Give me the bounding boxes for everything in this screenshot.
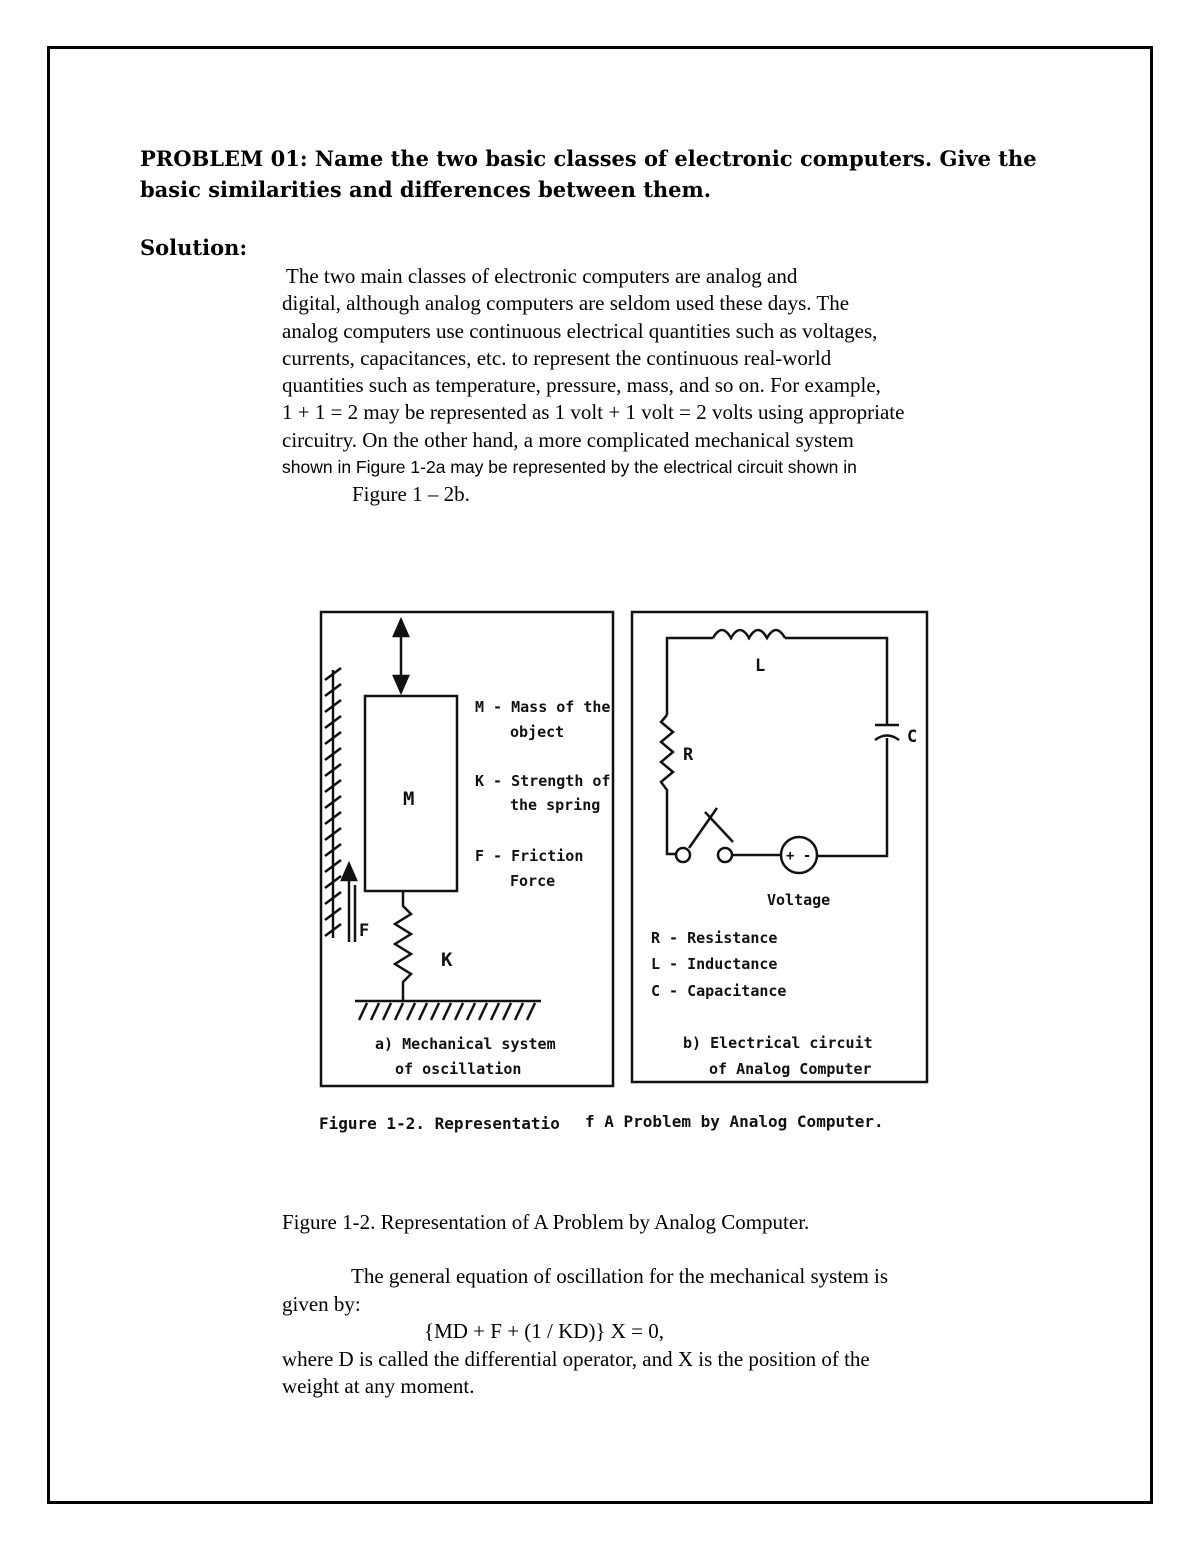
solution-label: Solution: [140,235,248,260]
mech-caption-2: of oscillation [395,1060,522,1078]
switch-terminal-right [718,848,732,862]
mech-caption-1: a) Mechanical system [375,1035,556,1053]
scanned-caption-left: Figure 1-2. Representatio [319,1114,560,1133]
solution-paragraph [282,263,1002,509]
voltage-source-signs: + - [786,848,812,864]
mass-label: M [403,788,415,810]
switch-blade [689,808,717,848]
wall-hatching [325,668,341,938]
oscillation-equation: {MD + F + (1 / KD)} X = 0, [424,1319,665,1343]
circuit-legend-r: R - Resistance [651,929,778,947]
explanation-paragraph [282,1263,1002,1401]
solution-line: digital, although analog computers are seldom used these days. The [282,291,850,316]
mech-legend-m-1: M - Mass of the [475,698,611,716]
spring-label: K [441,949,453,971]
figure-1-2-scan [285,550,955,1150]
mech-legend-k-2: the spring [510,796,601,814]
resistor-symbol [661,715,675,854]
solution-line: currents, capacitances, etc. to represent the continuous real-world [282,345,832,370]
explanation-line: weight at any moment. [282,1374,475,1398]
mech-legend-f-2: Force [510,872,556,890]
solution-line: circuitry. On the other hand, a more complicated mechanical system [282,427,854,452]
voltage-label: Voltage [767,891,831,909]
explanation-line: given by: [282,1291,361,1316]
ground-hatching [355,1001,541,1020]
circuit-legend-l: L - Inductance [651,955,778,973]
solution-line: Figure 1 – 2b. [352,482,470,507]
switch-terminal-left [676,848,690,862]
explanation-line: where D is called the differential operator, and X is the position of the [282,1346,870,1371]
problem-title-line-1: PROBLEM 01: Name the two basic classes of electronic computers. Give the [140,146,1037,171]
solution-line: quantities such as temperature, pressure, mass, and so on. For example, [282,373,881,398]
solution-line: The two main classes of electronic computers are analog and [286,264,798,288]
inductor-label: L [755,656,766,676]
figure-caption: Figure 1-2. Representation of A Problem by Analog Computer. [282,1210,810,1234]
inductor-symbol [713,630,785,638]
explanation-line: The general equation of oscillation for the mechanical system is [351,1264,889,1288]
solution-line: analog computers use continuous electrical quantities such as voltages, [282,318,878,343]
mech-legend [375,698,610,1078]
mech-legend-m-2: object [510,723,565,741]
circuit-caption-1: b) Electrical circuit [683,1034,873,1052]
circuit-panel-frame [632,612,927,1082]
motion-arrow [394,620,408,692]
friction-label: F [359,921,370,941]
solution-line: 1 + 1 = 2 may be represented as 1 volt + 1 volt = 2 volts using appropriate [282,400,905,425]
circuit-wires [661,630,899,873]
resistor-label: R [683,745,694,765]
problem-title [140,143,1080,205]
circuit-legend [651,929,873,1078]
solution-line: shown in Figure 1-2a may be represented by the electrical circuit shown in [282,457,857,478]
scanned-caption [319,1112,884,1133]
friction-arrow [342,864,356,942]
problem-title-line-2: basic similarities and differences between them. [140,177,712,202]
spring-symbol [395,891,411,1000]
circuit-caption-2: of Analog Computer [709,1060,872,1078]
mech-legend-k-1: K - Strength of [475,772,611,790]
circuit-labels [683,656,917,909]
circuit-legend-c: C - Capacitance [651,982,787,1000]
mech-legend-f-1: F - Friction [475,847,584,865]
scanned-caption-right: f A Problem by Analog Computer. [585,1112,884,1131]
capacitor-label: C [907,727,918,747]
